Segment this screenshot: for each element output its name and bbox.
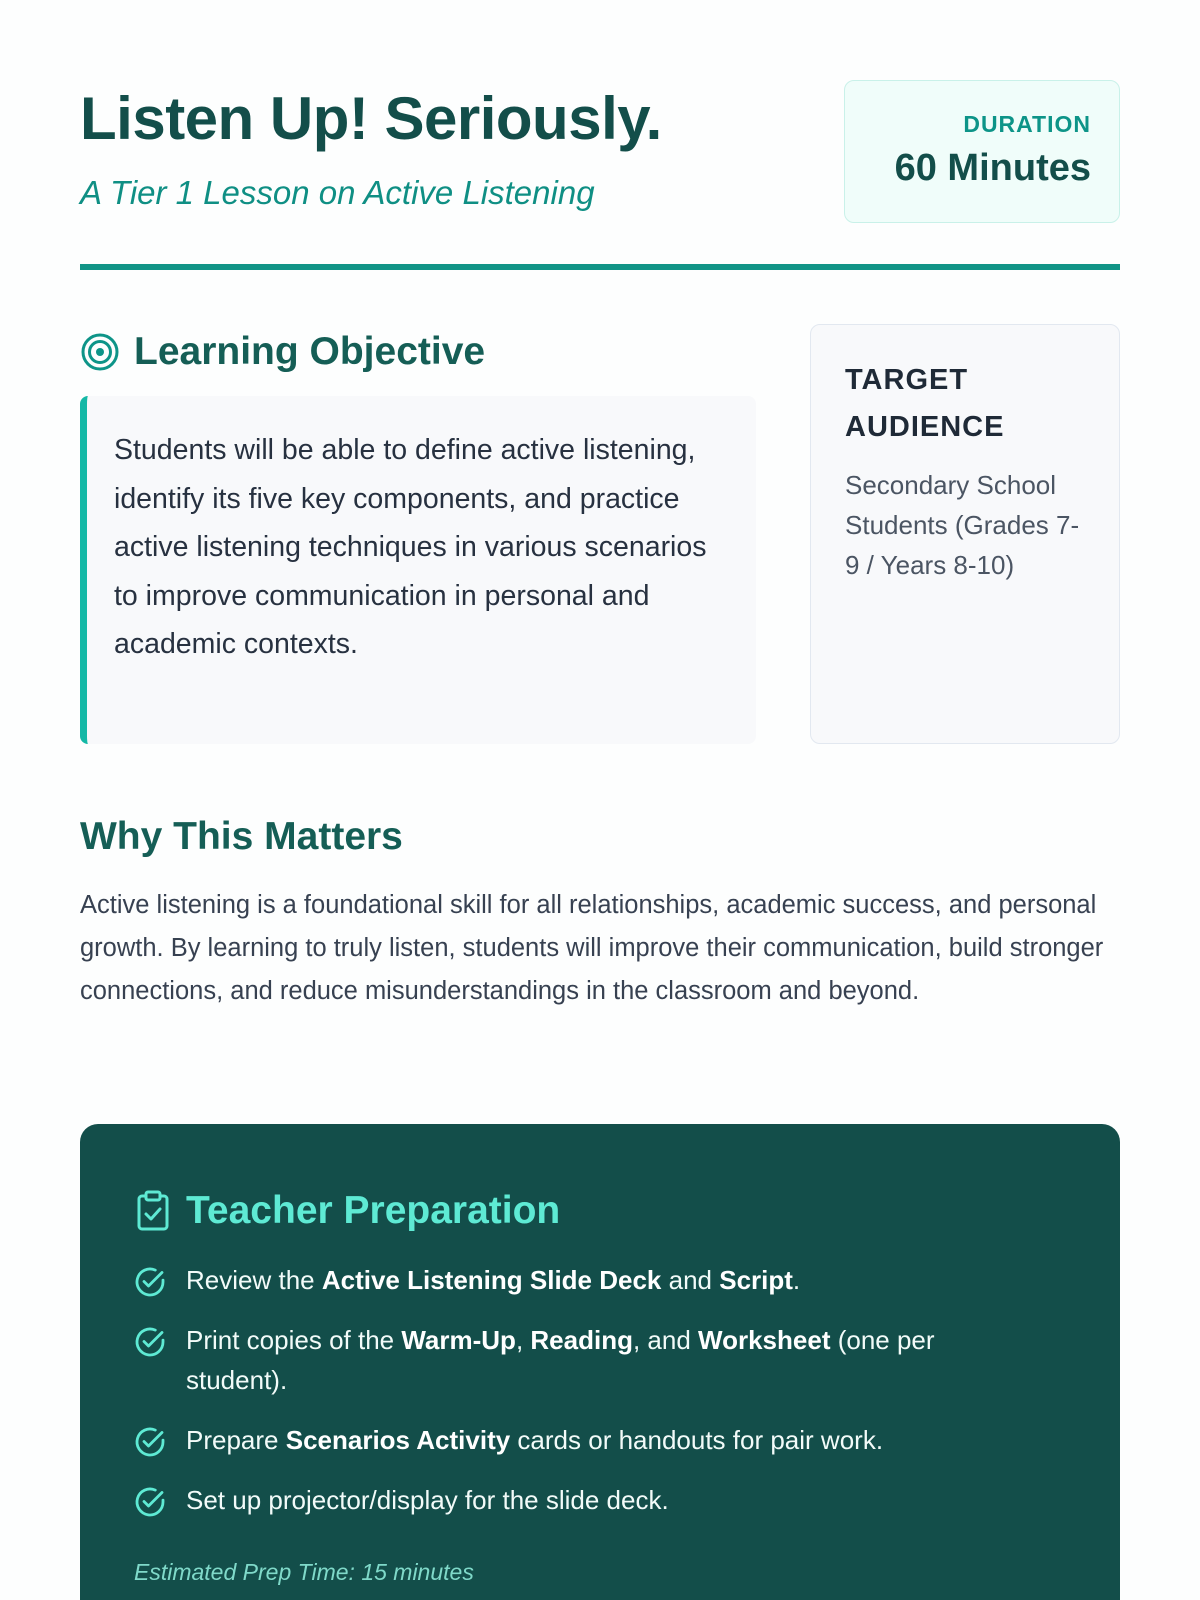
duration-label: DURATION (963, 111, 1091, 137)
page-subtitle: A Tier 1 Lesson on Active Listening (80, 174, 595, 211)
prep-list (134, 1260, 1066, 1520)
prep-item-text: Print copies of the Warm-Up, Reading, and Worksheet (one per student). (186, 1325, 935, 1395)
prep-time: Estimated Prep Time: 15 minutes (134, 1559, 474, 1585)
objective-card (80, 396, 756, 744)
objective-heading (80, 324, 485, 380)
prep-heading (134, 1182, 1066, 1240)
prep-item-text: Review the Active Listening Slide Deck and Script. (186, 1265, 801, 1295)
check-circle-icon (134, 1266, 166, 1298)
check-circle-icon (134, 1326, 166, 1358)
check-circle-icon (134, 1426, 166, 1458)
audience-text: Secondary School Students (Grades 7-9 / Years 8-10) (845, 470, 1080, 580)
objective-title: Learning Objective (134, 330, 486, 373)
header-divider (80, 264, 1120, 270)
lesson-header (80, 80, 1120, 272)
objective-text: Students will be able to define active listening, identify its five key components, and practice active listening techniques in various scenarios to improve communication in personal and academic contexts. (114, 434, 707, 660)
target-icon (80, 332, 120, 372)
prep-item-text: Prepare Scenarios Activity cards or handouts for pair work. (186, 1425, 884, 1455)
audience-title: TARGET AUDIENCE (845, 364, 1005, 443)
prep-item-text: Set up projector/display for the slide deck. (186, 1485, 669, 1515)
why-heading: Why This Matters (80, 815, 403, 858)
list-item (134, 1420, 1066, 1460)
why-text: Active listening is a foundational skill for all relationships, academic success, and personal growth. By learning to truly listen, students will improve their communication, build stronger connections, and reduce misunderstandings in the classroom and beyond. (80, 891, 1104, 1005)
page-title: Listen Up! Seriously. (80, 85, 662, 152)
duration-value: 60 Minutes (894, 147, 1091, 189)
prep-title: Teacher Preparation (186, 1189, 561, 1232)
check-circle-icon (134, 1486, 166, 1518)
teacher-prep-card (80, 1124, 1120, 1600)
duration-card (844, 80, 1120, 223)
audience-card (810, 324, 1120, 744)
list-item (134, 1320, 1066, 1400)
clipboard-check-icon (134, 1190, 172, 1232)
list-item (134, 1260, 1066, 1300)
list-item (134, 1480, 1066, 1520)
